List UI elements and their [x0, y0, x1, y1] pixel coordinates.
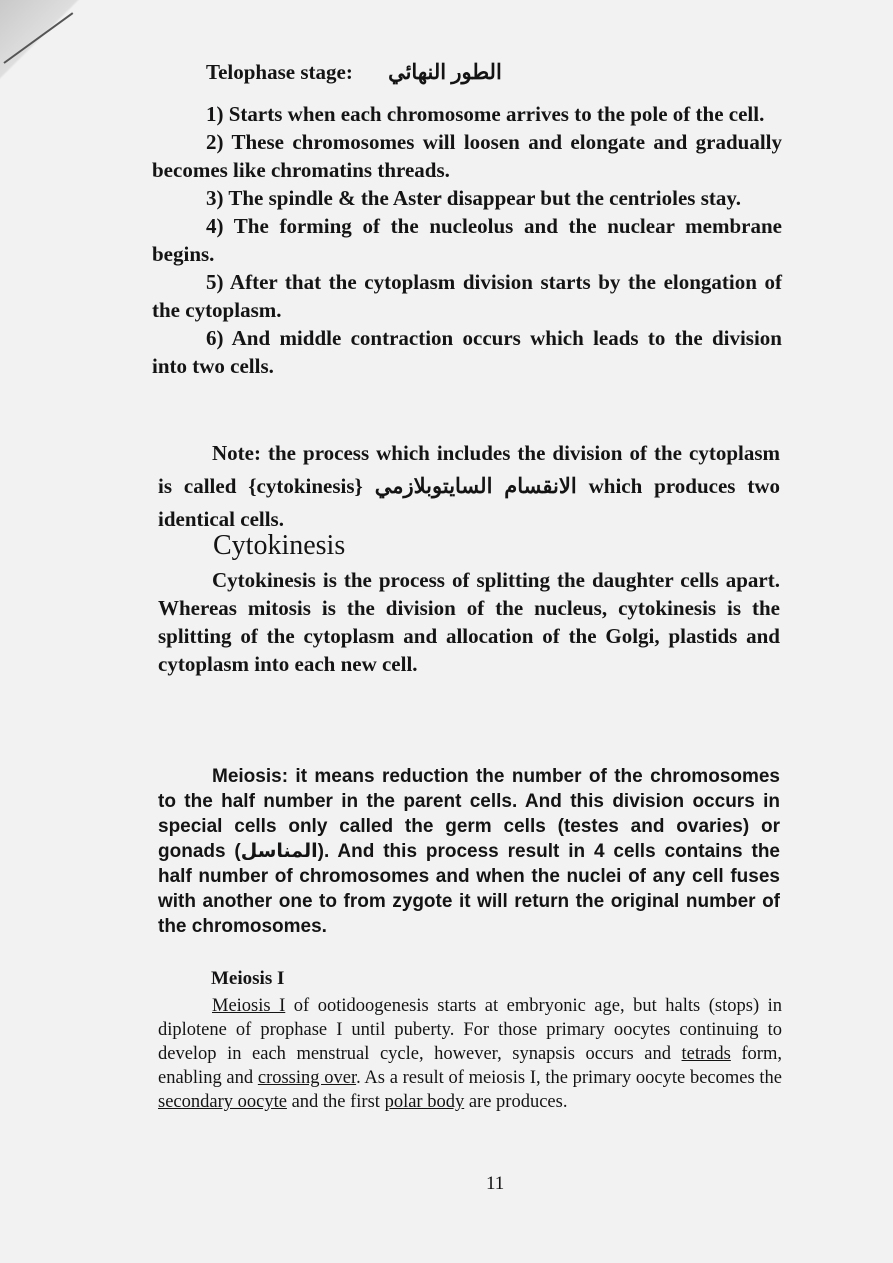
meiosis-text-1: Meiosis: it means reduction the number of the chromosomes to the half number in the parent cells. And this division occurs in special cells only called the germ cells (testes and ovaries) or gonads ( — [158, 766, 780, 862]
meiosis-1-text-1: of ootidoogenesis starts at embryonic age, but halts (stops) in diplotene of prophase I until puberty. For those primary oocytes continuing to develop in each menstrual cycle, however, synapsis occurs and — [158, 996, 783, 1064]
link-crossing-over: crossing over — [257, 1068, 357, 1088]
cytokinesis-section — [158, 566, 780, 678]
page-number: 11 — [486, 1173, 505, 1194]
meiosis-1-text-5: are produces. — [464, 1092, 568, 1112]
step-1: 1) Starts when each chromosome arrives to the pole of the cell. — [206, 102, 765, 126]
gonads-arabic-term: المناسل — [240, 841, 318, 862]
note-suffix: which produces two identical cells. — [158, 474, 781, 531]
telophase-title-arabic: الطور النهائي — [388, 60, 502, 84]
step-4: 4) The forming of the nucleolus and the nuclear membrane begins. — [152, 214, 782, 266]
cytokinesis-text: Cytokinesis is the process of splitting the daughter cells apart. Whereas mitosis is the division of the nucleus, cytokinesis is the splitting of the cytoplasm and allocation of the Golgi, plastids and cytoplasm into each new cell. — [158, 568, 780, 676]
step-5: 5) After that the cytoplasm division starts by the elongation of the cytoplasm. — [152, 270, 782, 322]
step-6: 6) And middle contraction occurs which leads to the division into two cells. — [152, 326, 782, 378]
page-corner-fold — [0, 0, 80, 80]
meiosis-text-2: ). And this process result in 4 cells contains the half number of chromosomes and when the nuclei of any cell fuses with another one to from zygote it will return the original number of the chromosomes. — [158, 841, 780, 937]
telophase-heading — [206, 60, 502, 85]
meiosis-1-heading: Meiosis I — [211, 968, 285, 989]
link-tetrads: tetrads — [681, 1044, 731, 1064]
meiosis-1-text-3: . As a result of meiosis I, the primary oocyte becomes the — [356, 1068, 782, 1088]
note-arabic-term: الانقسام السايتوبلازمي — [374, 474, 577, 498]
telophase-title: Telophase stage: — [206, 60, 353, 84]
cytokinesis-heading: Cytokinesis — [213, 530, 346, 561]
telophase-steps — [152, 100, 782, 380]
link-secondary-oocyte: secondary oocyte — [158, 1092, 287, 1112]
step-3: 3) The spindle & the Aster disappear but the centrioles stay. — [206, 186, 741, 210]
meiosis-1-text-4: and the first — [286, 1092, 385, 1112]
meiosis-1-text-2: form, enabling and — [158, 1044, 782, 1088]
note-prefix: Note: the process which includes the division of the cytoplasm is called {cytokinesis} — [158, 441, 780, 498]
link-meiosis-1: Meiosis I — [212, 996, 286, 1016]
meiosis-1-section — [158, 994, 782, 1114]
telophase-note — [158, 437, 780, 536]
link-polar-body: polar body — [384, 1092, 465, 1112]
step-2: 2) These chromosomes will loosen and elongate and gradually becomes like chromatins threads. — [152, 130, 782, 182]
meiosis-section — [158, 764, 780, 939]
